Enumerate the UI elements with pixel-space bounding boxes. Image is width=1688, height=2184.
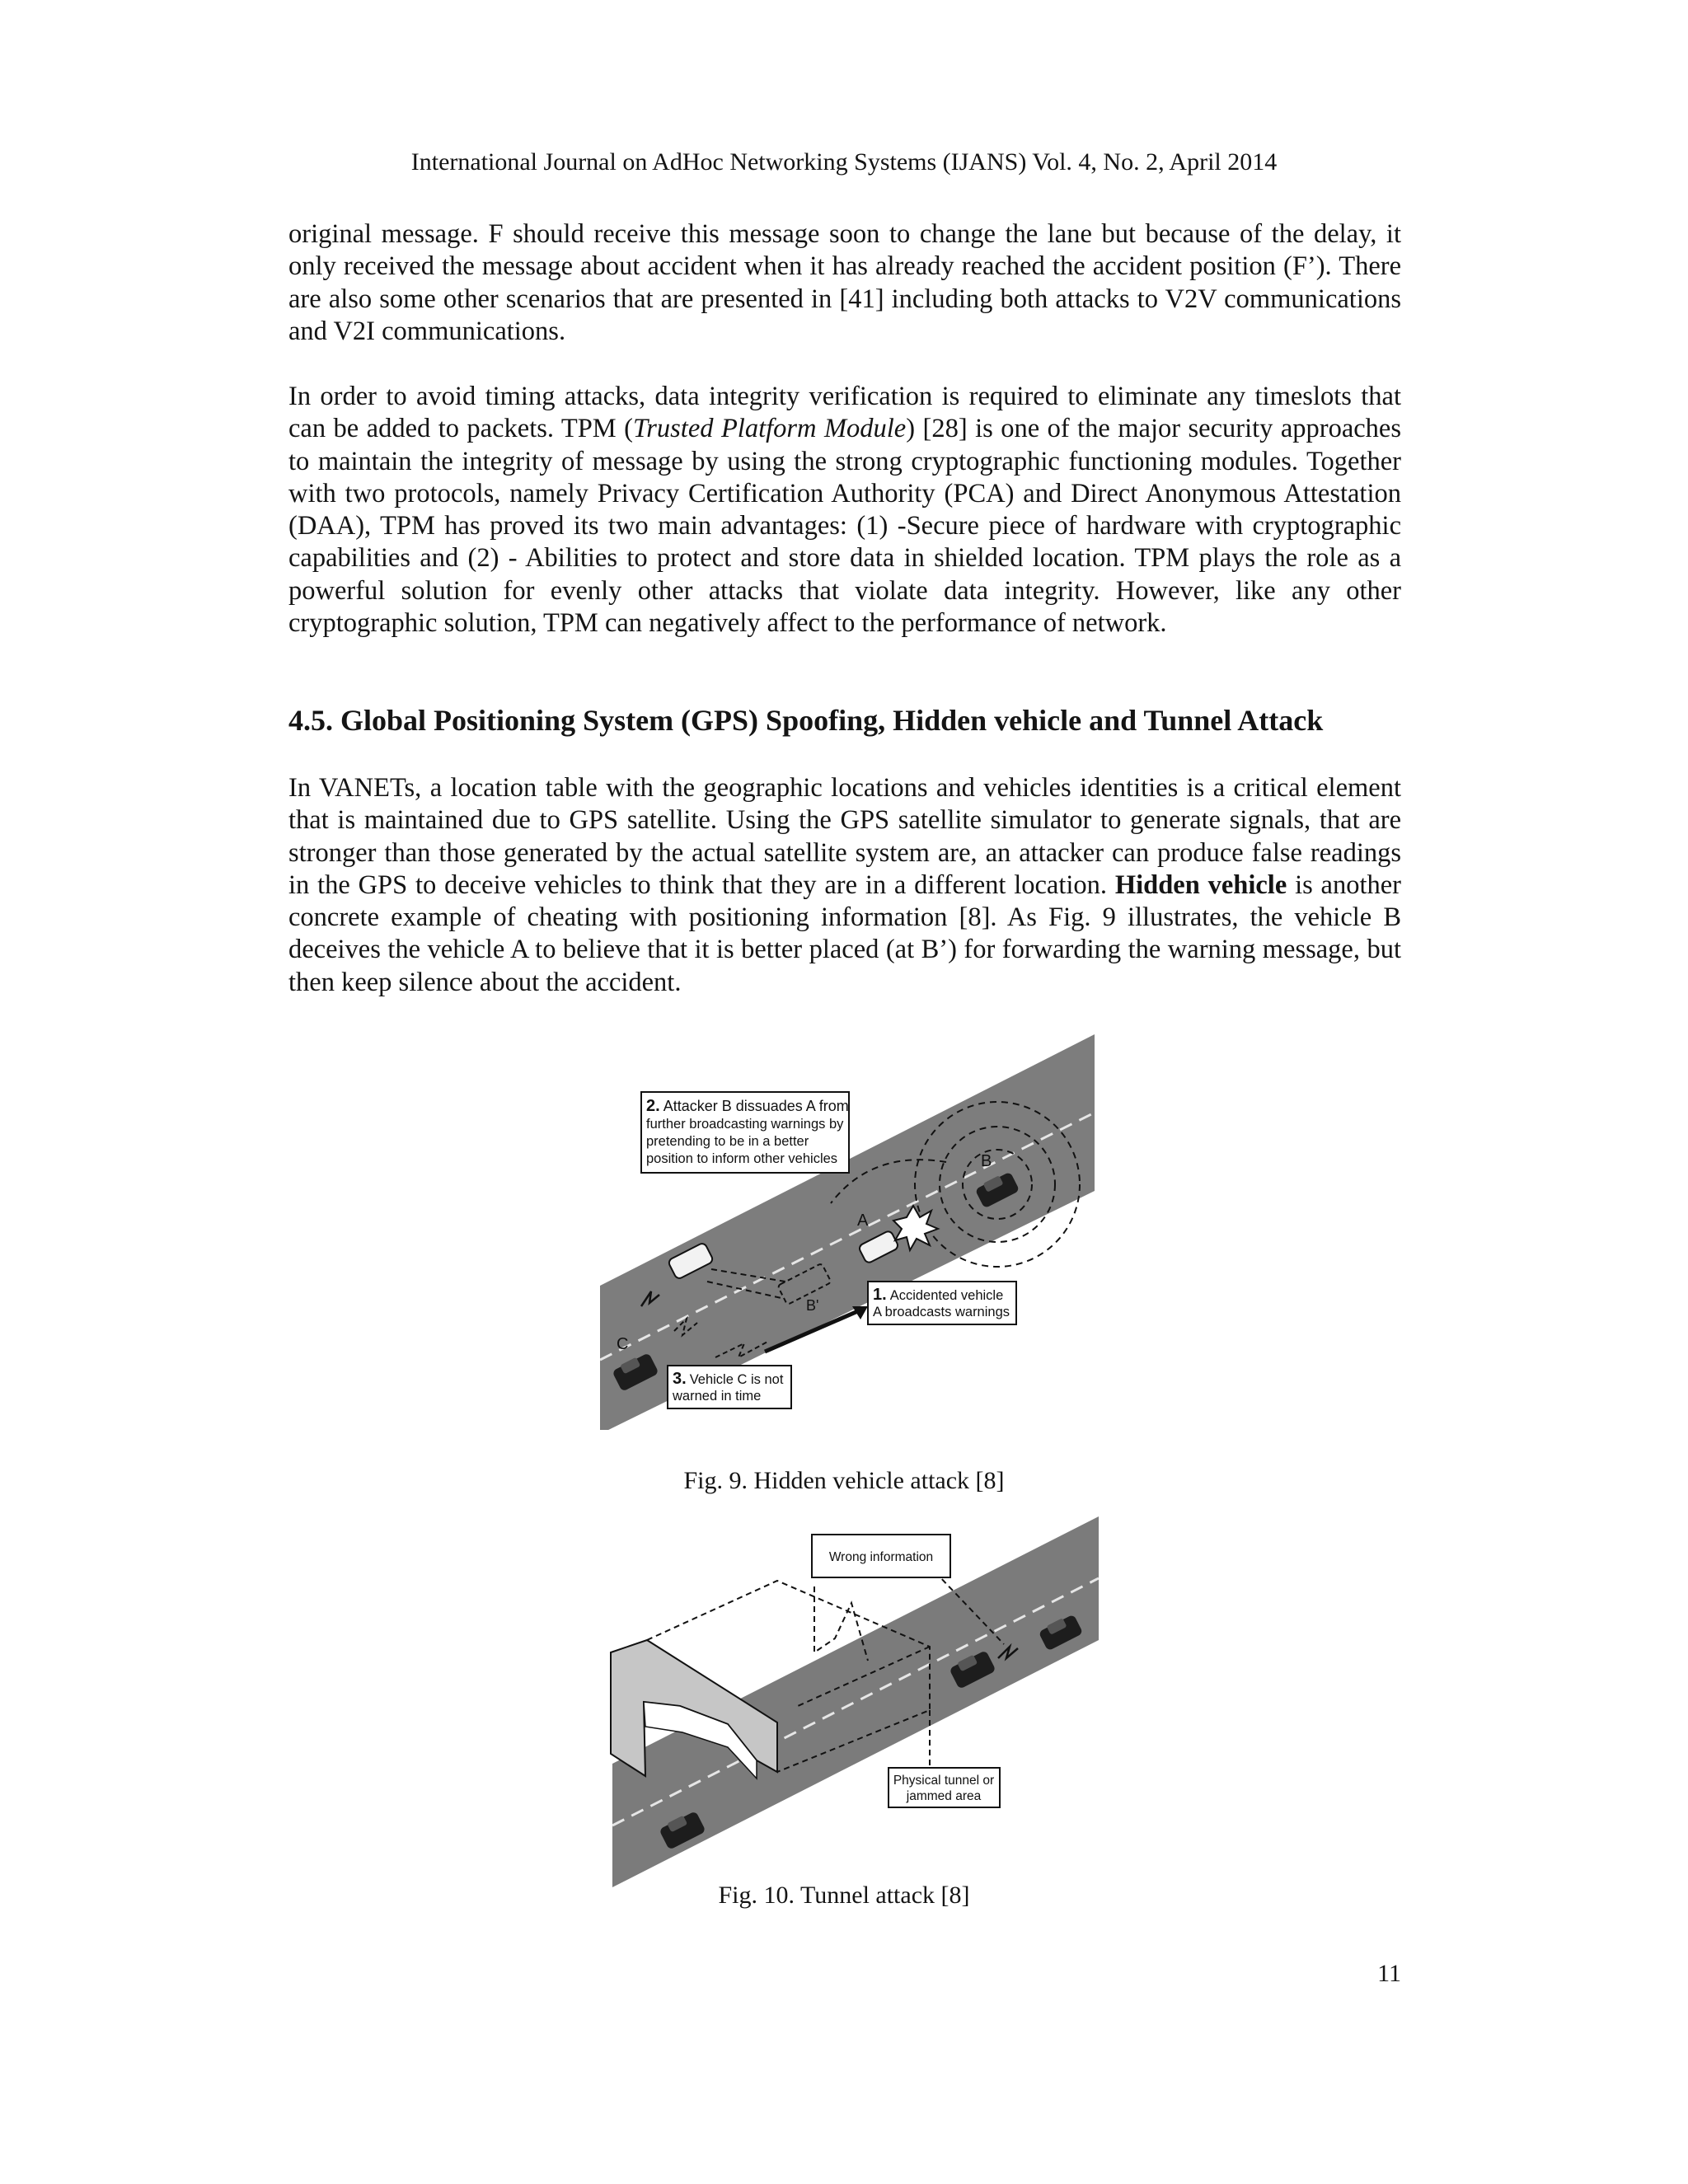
svg-text:2.Attacker B dissuades A from	[646, 1097, 849, 1115]
label-c: C	[617, 1335, 629, 1353]
paragraph-3-text-b: is another concrete example of cheating with positioning information [8]. As Fig. 9 illustrates, the vehicle B deceives the vehicle A to believe that it is better placed (at B’) for forwarding the warning message, but then keep silence about the accident.	[288, 869, 1401, 997]
tunnel-label-line-2: jammed area	[906, 1789, 982, 1803]
wrong-info-label: Wrong information	[828, 1550, 934, 1564]
callout-1-number: 1.	[873, 1286, 887, 1304]
callout-3-line-1: Vehicle C is not	[689, 1372, 784, 1387]
paragraph-3-text-a: In VANETs, a location table with the geographic locations and vehicles identities is a critical element that is maintained due to GPS satellite. Using the GPS satellite simulator to generate signals, that are stronger than those generated by the actual satellite system are, an attacker can produce false readings in the GPS to deceive vehicles to think that they are in a different location.	[288, 773, 1401, 900]
page-number: 11	[1377, 1960, 1401, 1987]
figure-9-caption: Fig. 9. Hidden vehicle attack [8]	[683, 1467, 1005, 1494]
paragraph-3	[288, 772, 1401, 999]
paragraph-2	[288, 381, 1401, 640]
figure-10	[604, 1516, 1099, 1896]
callout-3-line-2: warned in time	[673, 1389, 762, 1404]
callout-1-line-1: Accidented vehicle	[889, 1288, 1004, 1303]
callout-2-line-1: Attacker B dissuades A from	[663, 1098, 849, 1114]
label-b-prime: B'	[806, 1297, 819, 1314]
tunnel-label-line-1: Physical tunnel or	[893, 1774, 995, 1788]
callout-3-number: 3.	[673, 1370, 687, 1388]
callout-2-number: 2.	[646, 1097, 660, 1115]
label-a: A	[857, 1212, 869, 1230]
paragraph-3-bold: Hidden vehicle	[1114, 869, 1287, 900]
paragraph-2-italic: Trusted Platform Module	[632, 414, 907, 444]
label-b: B	[981, 1152, 992, 1170]
paragraph-1: original message. F should receive this message soon to change the lane but because of the delay, it only received the message about accident when it has already reached the accident position (F’). There are also some other scenarios that are presented in [41] including both attacks to V2V communications and V2I communications.	[288, 219, 1401, 346]
running-header: International Journal on AdHoc Networking Systems (IJANS) Vol. 4, No. 2, April 2014	[410, 148, 1278, 176]
figure-10-diagram	[604, 1516, 1099, 1896]
figure-9	[600, 1034, 1095, 1430]
svg-text:3.Vehicle C is not	[673, 1370, 784, 1388]
paragraph-2-text-a: In order to avoid timing attacks, data integrity verification is required to eliminate any timeslots that can be added to packets. TPM (	[288, 382, 1401, 444]
callout-2-line-3: pretending to be in a better	[646, 1134, 809, 1149]
callout-1-line-2: A broadcasts warnings	[873, 1305, 1010, 1319]
figure-9-diagram	[600, 1034, 1095, 1430]
callout-2-line-4: position to inform other vehicles	[646, 1151, 838, 1166]
callout-2-line-2: further broadcasting warnings by	[646, 1117, 844, 1132]
section-heading: 4.5. Global Positioning System (GPS) Spoofing, Hidden vehicle and Tunnel Attack	[288, 704, 1324, 737]
paragraph-2-text-b: ) [28] is one of the major security approaches to maintain the integrity of message by using the strong cryptographic functioning modules. Together with two protocols, namely Privacy Certification Authority (PCA) and Direct Anonymous Attestation (DAA), TPM has proved its two main advantages: (1) -Secure piece of hardware with cryptographic capabilities and (2) - Abilities to protect and store data in shielded location. TPM plays the role as a powerful solution for evenly other attacks that violate data integrity. However, like any other cryptographic solution, TPM can negatively affect to the performance of network.	[288, 414, 1401, 639]
figure-10-caption: Fig. 10. Tunnel attack [8]	[718, 1882, 970, 1909]
svg-text:1.Accidented vehicle	[873, 1286, 1003, 1304]
